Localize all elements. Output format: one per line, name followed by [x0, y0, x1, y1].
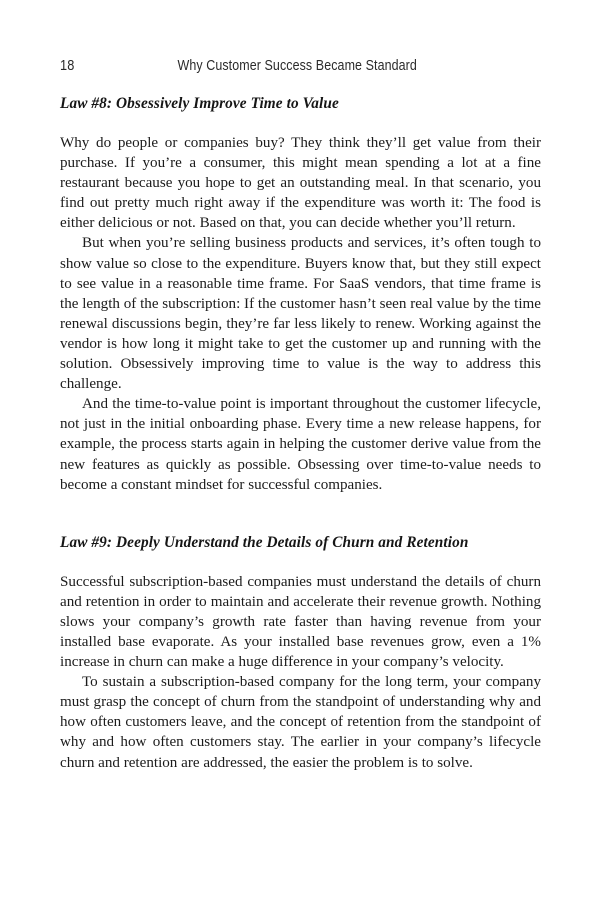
paragraph: Successful subscription-based companies must understand the details of churn and retention in order to maintain and accelerate their revenue growth. Nothing slows your company’s growth rate faster than having revenue from your installed base evaporate. As your installed base revenues grow, even a 1% increase in churn can make a huge difference in your company’s velocity.: [60, 573, 541, 671]
paragraph: To sustain a subscription-based company for the long term, your company must grasp the concept of churn from the standpoint of understanding why and how often customers leave, and the concept of retention from the standpoint of why and how often customers stay. The earlier in your company’s lifecycle churn and retention are addressed, the easier the problem is to solve.: [60, 674, 541, 771]
paragraph: Why do people or companies buy? They think they’ll get value from their purchase. If you’re a consumer, this might mean spending a lot at a fine restaurant because you hope to get an outstanding meal. In that scenario, you find out pretty much right away if the expenditure was worth it: The food is either delicious or not. Based on that, you can decide whether you’ll return.: [60, 135, 541, 232]
paragraph: But when you’re selling business products and services, it’s often tough to show value so close to the expenditure. Buyers know that, but they still expect to see value in a reasonable time frame. For SaaS vendors, that time frame is the length of the subscription: If the customer hasn’t seen real value by the time renewal discussions begin, they’re far less likely to renew. Working against the vendor is how long it might take to get the customer up and running with the solution. Obsessively improving time to value is the way to address this challenge.: [60, 235, 541, 393]
running-head: [60, 58, 540, 78]
running-title-text: Why Customer Success Became Standard: [177, 58, 417, 74]
running-title: [77, 58, 540, 74]
text-block: [60, 88, 541, 773]
section-heading-law-9: Law #9: Deeply Understand the Details of Churn and Retention: [60, 533, 469, 551]
paragraph: And the time-to-value point is important throughout the customer lifecycle, not just in the initial onboarding phase. Every time a new release happens, for example, the process starts again in helping the customer derive value from the new features as quickly as possible. Obsessing over time-to-value needs to become a constant mindset for successful companies.: [60, 396, 541, 493]
page-number: 18: [60, 58, 75, 74]
section-heading-law-8: Law #8: Obsessively Improve Time to Value: [60, 95, 339, 112]
